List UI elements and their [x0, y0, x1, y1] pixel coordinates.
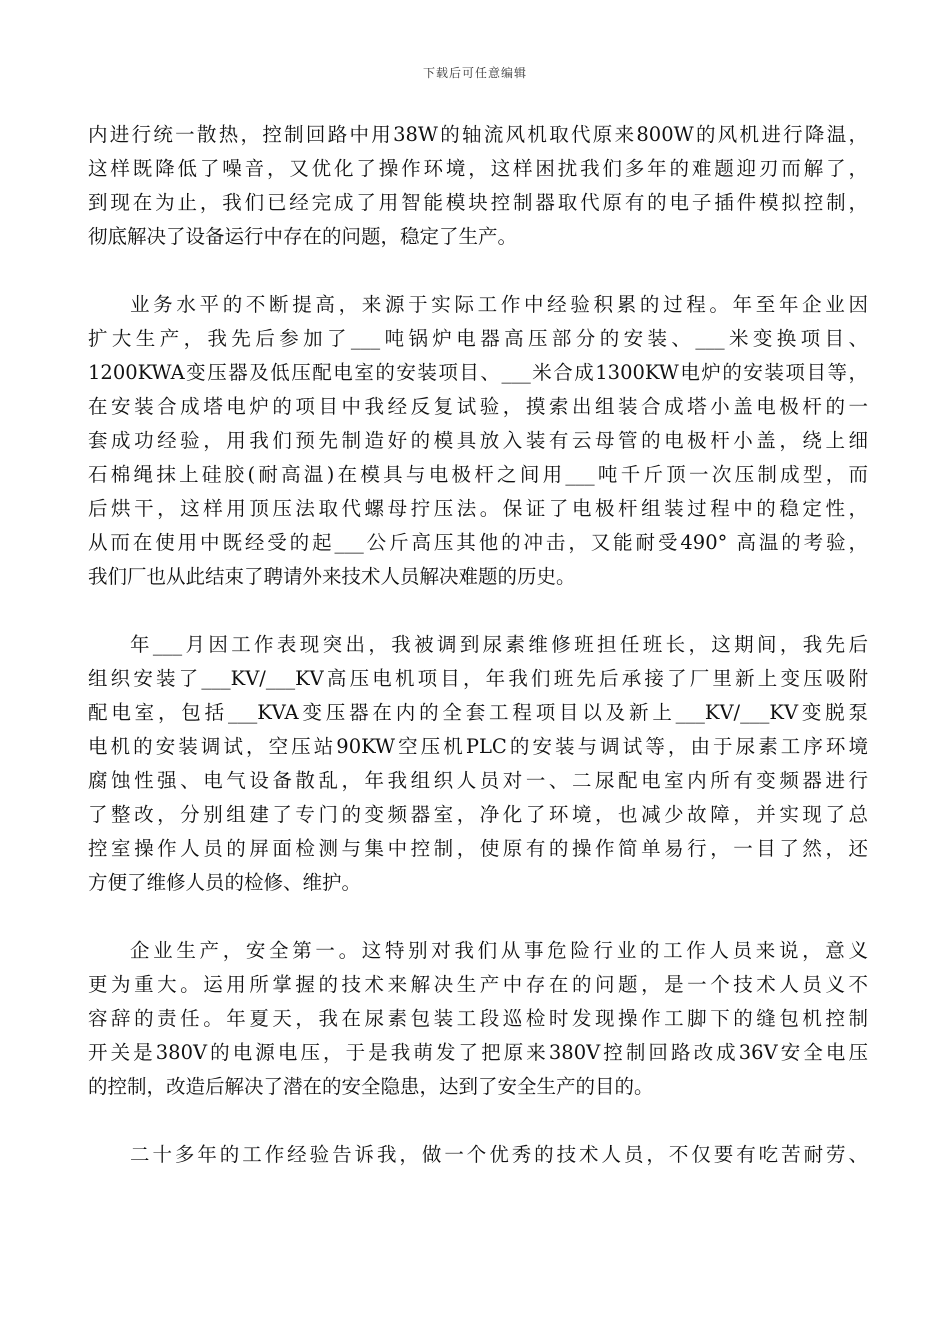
- text-line: 电机的安装调试，空压站90KW空压机PLC的安装与调试等，由于尿素工序环境: [88, 735, 868, 758]
- text-line: 配电室，包括___KVA变压器在内的全套工程项目以及新上___KV/___KV变脱泵: [88, 701, 868, 724]
- paragraph-3: [88, 628, 868, 900]
- text-line: 1200KWA变压器及低压配电室的安装项目、___米合成1300KW电炉的安装项目等，: [88, 361, 868, 384]
- text-line: 控室操作人员的屏面检测与集中控制，使原有的操作简单易行，一目了然，还: [88, 837, 868, 860]
- text-line: 企业生产，安全第一。这特别对我们从事危险行业的工作人员来说，意义: [130, 939, 868, 962]
- text-line: 内进行统一散热，控制回路中用38W的轴流风机取代原来800W的风机进行降温，: [88, 123, 868, 146]
- text-line: 二十多年的工作经验告诉我，做一个优秀的技术人员，不仅要有吃苦耐劳、: [130, 1143, 868, 1166]
- text-line: 这样既降低了噪音，又优化了操作环境，这样困扰我们多年的难题迎刃而解了，: [88, 157, 868, 180]
- text-line: 方便了维修人员的检修、维护。: [88, 871, 362, 894]
- paragraph-4: [88, 934, 868, 1104]
- text-line: 开关是380V的电源电压，于是我萌发了把原来380V控制回路改成36V安全电压: [88, 1041, 868, 1064]
- text-line: 腐蚀性强、电气设备散乱，年我组织人员对一、二尿配电室内所有变频器进行: [88, 769, 868, 792]
- text-line: 扩大生产，我先后参加了___吨锅炉电器高压部分的安装、___米变换项目、: [88, 327, 868, 350]
- page-header: 下载后可任意编辑: [422, 66, 527, 80]
- text-line: 石棉绳抹上硅胶(耐高温)在模具与电极杆之间用___吨千斤顶一次压制成型，而: [88, 463, 868, 486]
- text-line: 套成功经验，用我们预先制造好的模具放入装有云母管的电极杆小盖，绕上细: [88, 429, 868, 452]
- text-line: 组织安装了___KV/___KV高压电机项目，年我们班先后承接了厂里新上变压吸附: [88, 667, 868, 690]
- text-line: 更为重大。运用所掌握的技术来解决生产中存在的问题，是一个技术人员义不: [88, 973, 868, 996]
- paragraph-5: [88, 1138, 868, 1172]
- text-line: 我们厂也从此结束了聘请外来技术人员解决难题的历史。: [88, 565, 576, 588]
- text-line: 彻底解决了设备运行中存在的问题，稳定了生产。: [88, 225, 518, 248]
- document-body: [88, 118, 868, 1172]
- text-line: 后烘干，这样用顶压法取代螺母拧压法。保证了电极杆组装过程中的稳定性，: [88, 497, 868, 520]
- text-line: 了整改，分别组建了专门的变频器室，净化了环境，也减少故障，并实现了总: [88, 803, 868, 826]
- text-line: 业务水平的不断提高，来源于实际工作中经验积累的过程。年至年企业因: [130, 293, 868, 316]
- text-line: 年___月因工作表现突出，我被调到尿素维修班担任班长，这期间，我先后: [130, 633, 868, 656]
- paragraph-1: [88, 118, 868, 254]
- text-line: 在安装合成塔电炉的项目中我经反复试验，摸索出组装合成塔小盖电极杆的一: [88, 395, 868, 418]
- paragraph-2: [88, 288, 868, 594]
- text-line: 从而在使用中既经受的起___公斤高压其他的冲击，又能耐受490° 高温的考验，: [88, 531, 868, 554]
- text-line: 容辞的责任。年夏天，我在尿素包装工段巡检时发现操作工脚下的缝包机控制: [88, 1007, 868, 1030]
- text-line: 到现在为止，我们已经完成了用智能模块控制器取代原有的电子插件模拟控制，: [88, 191, 868, 214]
- text-line: 的控制，改造后解决了潜在的安全隐患，达到了安全生产的目的。: [88, 1075, 654, 1098]
